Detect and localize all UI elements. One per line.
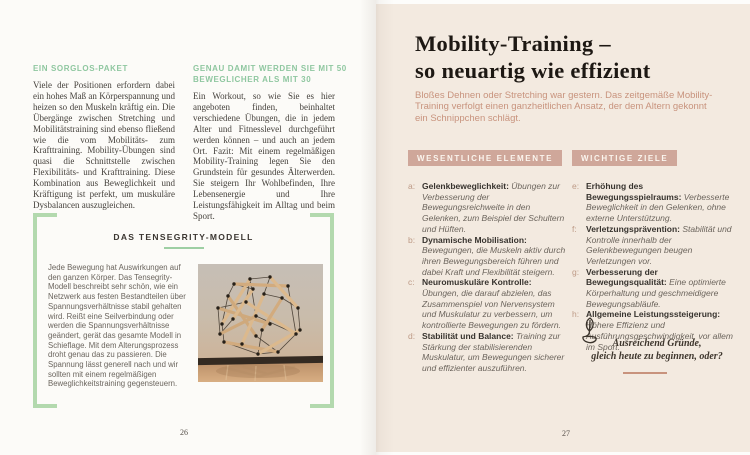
- item-letter: a:: [408, 181, 416, 191]
- right-page: [376, 4, 750, 452]
- left-column-1: [33, 63, 175, 211]
- item-letter: g:: [572, 266, 580, 277]
- item-description: Übungen, die darauf abzielen, das Zusammenspiel von Nervensystem und Muskulatur zu verbessern, um kontrollierte Bewegungen zu fördern.: [422, 288, 561, 331]
- section-body: Ein Workout, so wie Sie es hier angeboten finden, beinhaltet verschiedene Übungen, die in jedem Alter und Fitnesslevel durchgeführt werden können – und auch an jedem Ort. Fazit: Mit einem regelmäßigen Mobility-Training legen Sie den Grundstein für gesundes Älterwerden. Sie steigern Ihr Wohlbefinden, Ihre Lebensenergie und Ihre Leistungsfähigkeit im Alltag und beim Sport.: [193, 91, 335, 221]
- item-term: Allgemeine Leistungssteigerung:: [586, 309, 721, 320]
- tensegrity-info-box: [33, 213, 334, 408]
- item-description: Höhere Effizienz und Ausführungsgeschwindigkeit, vor allem im Sport.: [586, 320, 733, 352]
- heading-underline: [164, 247, 204, 249]
- element-list: [408, 181, 568, 374]
- list-item: [408, 181, 568, 235]
- info-box-heading: DAS TENSEGRITY-MODELL: [113, 232, 254, 242]
- page-title-line2: so neuartig wie effizient: [415, 58, 651, 83]
- item-description: Übungen zur Verbesserung der Bewegungsreichweite in den Gelenken, zum Beispiel der Schultern und Hüften.: [422, 181, 565, 234]
- item-description: Stabilität und Kontrolle innerhalb der Gelenkbewegungen beugen Verletzungen vor.: [586, 223, 732, 266]
- section-wesentliche-elemente: [408, 148, 568, 374]
- intro-paragraph: Bloßes Dehnen oder Stretching war gestern. Das zeitgemäße Mobility-Training verfolgt einen ganzheitlichen Ansatz, der dem Altern gekonnt ein Schnippchen schlägt.: [415, 90, 713, 124]
- section-heading-beweglicher: GENAU DAMIT WERDEN SIE MIT 50 BEWEGLICHER ALS MIT 30: [193, 64, 347, 84]
- section-heading-sorglos-paket: EIN SORGLOS-PAKET: [33, 64, 128, 73]
- list-item: [572, 224, 734, 267]
- closing-quote: [581, 338, 733, 363]
- item-description: Bewegungen, die Muskeln aktiv durch ihren Bewegungsbereich führen und dabei Kraft und Flexibilität steigern.: [422, 245, 566, 277]
- section-header-badge: WESENTLICHE ELEMENTE: [408, 150, 562, 166]
- item-term: Verletzungsprävention:: [586, 223, 680, 234]
- page-number-left: 26: [180, 428, 188, 437]
- item-term: Verbesserung der Bewegungsqualität:: [586, 266, 667, 288]
- closing-quote-line2: gleich heute zu beginnen, oder?: [591, 350, 723, 362]
- item-letter: h:: [572, 309, 580, 320]
- list-item: [408, 235, 568, 278]
- list-item: [408, 331, 568, 374]
- info-box-body: Jede Bewegung hat Auswirkungen auf den ganzen Körper. Das Tensegrity-Modell beschreibt sehr schön, wie ein Netzwerk aus festen Bestandteilen über Spannungsverhältnisse stabil gehalten wird. Reißt eine Seilverbindung oder werden die Spannungsverhältnisse geändert, gerät das gesamte Modell in Schieflage. Mit dem Alterungsprozess droht genau das zu passieren. Die Spannung lässt generell nach und wir sollten mit einem regelmäßigen Beweglichkeitstraining gegensteuern.: [48, 263, 186, 389]
- item-term: Dynamische Mobilisation:: [422, 234, 527, 245]
- item-description: Eine optimierte Körperhaltung und geschmeidigere Bewegungsabläufe.: [586, 277, 726, 309]
- item-letter: d:: [408, 330, 416, 341]
- item-letter: b:: [408, 234, 416, 245]
- item-letter: f:: [572, 223, 577, 234]
- section-header-badge: WICHTIGE ZIELE: [572, 150, 677, 166]
- list-item: [408, 277, 568, 331]
- page-title: [415, 30, 651, 84]
- item-letter: e:: [572, 181, 580, 191]
- page-title-line1: Mobility-Training –: [415, 31, 611, 56]
- tensegrity-photo: [198, 264, 323, 382]
- item-description: Training zur Stärkung der stabilisierenden Muskulatur, um Bewegungen sicherer und effizienter auszuführen.: [422, 330, 565, 373]
- list-item: [572, 181, 734, 224]
- page-number-right: 27: [562, 429, 570, 438]
- quote-divider-line: [623, 372, 667, 374]
- item-description: Verbesserte Beweglichkeit in den Gelenken, ohne externe Unterstützung.: [586, 191, 730, 224]
- closing-quote-line1: Ausreichend Gründe,: [612, 338, 702, 349]
- item-term: Gelenkbeweglichkeit:: [422, 181, 509, 191]
- section-body: Viele der Positionen erfordern dabei ein hohes Maß an Körperspannung und heizen so den Muskeln kräftig ein. Die Übergänge zwischen Stretching und Mobilitätstraining sind ebenso fließend wie die vom Mobilitäts- zum Krafttraining. Mobility-Übungen sind quasi die Schnittstelle zwischen Flexibilitäts- und Krafttraining. Diese Kombination aus Beweglichkeit und Kräftigung ist perfekt, um muskuläre Dysbalancen auszugleichen.: [33, 80, 175, 210]
- item-term: Stabilität und Balance:: [422, 330, 514, 341]
- left-column-2: [193, 63, 347, 222]
- item-term: Neuromuskuläre Kontrolle:: [422, 277, 532, 288]
- item-letter: c:: [408, 277, 415, 288]
- list-item: [572, 267, 734, 310]
- item-term: Erhöhung des Bewegungsspielraums:: [586, 181, 682, 202]
